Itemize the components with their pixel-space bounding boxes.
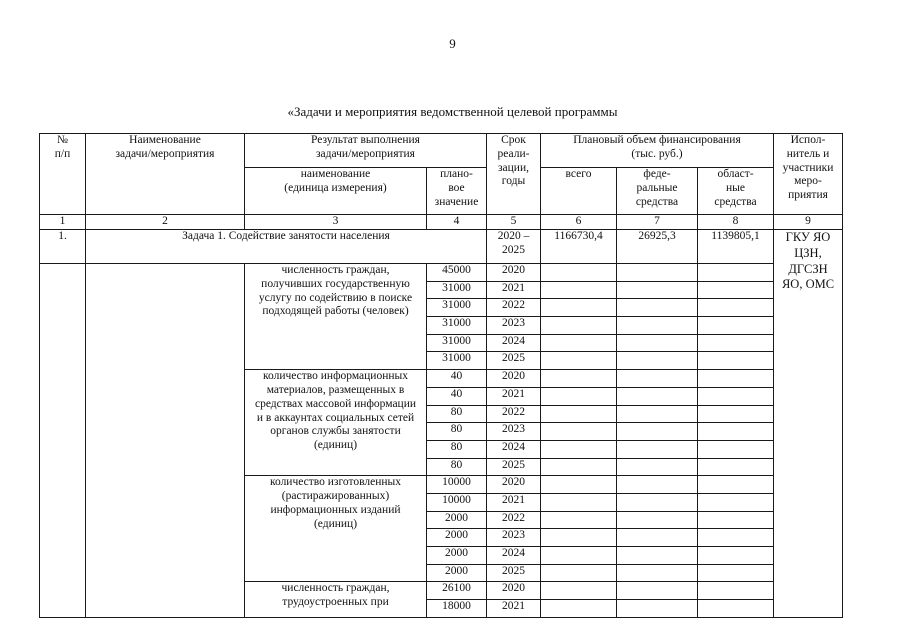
financing-total-cell	[541, 352, 617, 370]
header-executors	[774, 134, 843, 215]
year: 2025	[487, 564, 541, 582]
financing-regional-cell	[698, 440, 774, 458]
header-name-text: Наименование задачи/мероприятия	[115, 134, 215, 160]
financing-total-cell	[541, 264, 617, 282]
header-result-text: Результат выполнения задачи/мероприятия	[311, 134, 420, 160]
header-result-value-text: плано- вое значение	[434, 168, 479, 208]
financing-federal-cell	[617, 352, 698, 370]
financing-regional-cell	[698, 493, 774, 511]
financing-total-cell	[541, 440, 617, 458]
numbering-row	[40, 215, 843, 230]
financing-federal-cell	[617, 600, 698, 618]
planned-value: 2000	[427, 511, 487, 529]
financing-federal-cell	[617, 582, 698, 600]
financing-federal-cell	[617, 423, 698, 441]
planned-value: 80	[427, 405, 487, 423]
planned-value: 31000	[427, 352, 487, 370]
financing-federal-cell	[617, 405, 698, 423]
planned-value: 10000	[427, 493, 487, 511]
indicator-name-text: количество изготовленных (растиражированных) информационных изданий (единиц)	[269, 476, 402, 530]
header-federal	[617, 168, 698, 215]
indicator-name	[245, 582, 427, 617]
numbering-cell: 5	[487, 215, 541, 230]
financing-regional-cell	[698, 387, 774, 405]
header-result	[245, 134, 487, 168]
financing-total-cell	[541, 564, 617, 582]
financing-regional-cell	[698, 600, 774, 618]
indicator-name-text: численность граждан, получивших государственную услугу по содействию в поиске подходящей работы (человек)	[258, 264, 413, 318]
planned-value: 40	[427, 387, 487, 405]
year: 2025	[487, 458, 541, 476]
indicator-name-text: численность граждан, трудоустроенных при	[281, 582, 390, 609]
year: 2021	[487, 387, 541, 405]
financing-total-cell	[541, 281, 617, 299]
year: 2024	[487, 547, 541, 565]
task-term-text: 2020 – 2025	[497, 230, 530, 256]
financing-total-cell	[541, 493, 617, 511]
indicator-name	[245, 370, 427, 476]
financing-federal-cell	[617, 317, 698, 335]
financing-federal-cell	[617, 476, 698, 494]
header-federal-text: феде- ральные средства	[635, 168, 679, 208]
table-body	[40, 134, 843, 618]
empty-name-cell	[86, 264, 245, 618]
financing-regional-cell	[698, 564, 774, 582]
year: 2020	[487, 370, 541, 388]
year: 2025	[487, 352, 541, 370]
financing-total-cell	[541, 458, 617, 476]
planned-value: 40	[427, 370, 487, 388]
financing-regional-cell	[698, 476, 774, 494]
financing-regional-cell	[698, 458, 774, 476]
year: 2023	[487, 423, 541, 441]
planned-value: 80	[427, 458, 487, 476]
financing-regional-cell	[698, 582, 774, 600]
year: 2023	[487, 529, 541, 547]
header-result-name-text: наименование (единица измерения)	[284, 168, 387, 194]
header-row-1	[40, 134, 843, 168]
financing-regional-cell	[698, 405, 774, 423]
financing-federal-cell	[617, 334, 698, 352]
header-total	[541, 168, 617, 215]
header-executors-text: Испол- нитель и участники меро- приятия	[782, 134, 834, 202]
financing-federal-cell	[617, 281, 698, 299]
planned-value: 80	[427, 423, 487, 441]
planned-value: 18000	[427, 600, 487, 618]
planned-value: 2000	[427, 529, 487, 547]
financing-regional-cell	[698, 299, 774, 317]
numbering-cell: 2	[86, 215, 245, 230]
planned-value: 31000	[427, 317, 487, 335]
program-tasks-table	[39, 133, 843, 618]
numbering-cell: 7	[617, 215, 698, 230]
financing-regional-cell	[698, 423, 774, 441]
financing-federal-cell	[617, 564, 698, 582]
financing-total-cell	[541, 370, 617, 388]
header-term-text: Срок реали- зации, годы	[497, 134, 530, 188]
numbering-cell: 3	[245, 215, 427, 230]
financing-total-cell	[541, 511, 617, 529]
header-financing-text: Плановый объем финансирования (тыс. руб.)	[573, 134, 741, 160]
header-regional-text: област- ные средства	[714, 168, 757, 208]
financing-regional-cell	[698, 529, 774, 547]
year: 2021	[487, 493, 541, 511]
task-number: 1.	[40, 230, 86, 264]
header-result-name	[245, 168, 427, 215]
financing-regional-cell	[698, 281, 774, 299]
year: 2022	[487, 405, 541, 423]
task-total: 1166730,4	[541, 230, 617, 264]
header-no	[40, 134, 86, 215]
task-federal: 26925,3	[617, 230, 698, 264]
year: 2020	[487, 264, 541, 282]
year: 2024	[487, 334, 541, 352]
page-number: 9	[449, 36, 456, 51]
planned-value: 45000	[427, 264, 487, 282]
year: 2024	[487, 440, 541, 458]
planned-value: 2000	[427, 547, 487, 565]
header-regional	[698, 168, 774, 215]
header-no-text: № п/п	[54, 134, 71, 160]
financing-federal-cell	[617, 264, 698, 282]
planned-value: 31000	[427, 334, 487, 352]
financing-regional-cell	[698, 334, 774, 352]
empty-number-cell	[40, 264, 86, 618]
indicator-name-text: количество информационных материалов, размещенных в средствах массовой информации и в аккаунтах социальных сетей органов службы занятости (единиц)	[254, 370, 417, 452]
financing-regional-cell	[698, 317, 774, 335]
indicator-row	[40, 264, 843, 282]
financing-total-cell	[541, 547, 617, 565]
financing-federal-cell	[617, 370, 698, 388]
planned-value: 2000	[427, 564, 487, 582]
task-executors	[774, 230, 843, 618]
financing-regional-cell	[698, 547, 774, 565]
task-term	[487, 230, 541, 264]
financing-total-cell	[541, 299, 617, 317]
financing-federal-cell	[617, 387, 698, 405]
year: 2023	[487, 317, 541, 335]
numbering-cell: 8	[698, 215, 774, 230]
planned-value: 31000	[427, 299, 487, 317]
task-regional: 1139805,1	[698, 230, 774, 264]
header-financing	[541, 134, 774, 168]
financing-federal-cell	[617, 547, 698, 565]
financing-total-cell	[541, 387, 617, 405]
indicator-name	[245, 476, 427, 582]
financing-total-cell	[541, 405, 617, 423]
year: 2022	[487, 511, 541, 529]
task-name: Задача 1. Содействие занятости населения	[86, 230, 487, 264]
planned-value: 31000	[427, 281, 487, 299]
financing-total-cell	[541, 317, 617, 335]
financing-regional-cell	[698, 264, 774, 282]
financing-regional-cell	[698, 511, 774, 529]
financing-federal-cell	[617, 440, 698, 458]
financing-total-cell	[541, 334, 617, 352]
financing-total-cell	[541, 529, 617, 547]
financing-federal-cell	[617, 493, 698, 511]
indicator-name	[245, 264, 427, 370]
financing-regional-cell	[698, 370, 774, 388]
financing-federal-cell	[617, 511, 698, 529]
numbering-cell: 9	[774, 215, 843, 230]
financing-total-cell	[541, 582, 617, 600]
planned-value: 10000	[427, 476, 487, 494]
header-result-value	[427, 168, 487, 215]
task-executors-text: ГКУ ЯО ЦЗН, ДГСЗН ЯО, ОМС	[781, 230, 835, 292]
header-total-text: всего	[565, 168, 592, 180]
year: 2022	[487, 299, 541, 317]
numbering-cell: 1	[40, 215, 86, 230]
document-title: «Задачи и мероприятия ведомственной целевой программы	[287, 104, 618, 119]
financing-federal-cell	[617, 458, 698, 476]
year: 2020	[487, 582, 541, 600]
numbering-cell: 6	[541, 215, 617, 230]
header-name	[86, 134, 245, 215]
financing-total-cell	[541, 600, 617, 618]
year: 2020	[487, 476, 541, 494]
financing-federal-cell	[617, 529, 698, 547]
financing-regional-cell	[698, 352, 774, 370]
task-row	[40, 230, 843, 264]
financing-total-cell	[541, 476, 617, 494]
year: 2021	[487, 600, 541, 618]
financing-federal-cell	[617, 299, 698, 317]
year: 2021	[487, 281, 541, 299]
header-term	[487, 134, 541, 215]
financing-total-cell	[541, 423, 617, 441]
numbering-cell: 4	[427, 215, 487, 230]
planned-value: 80	[427, 440, 487, 458]
planned-value: 26100	[427, 582, 487, 600]
